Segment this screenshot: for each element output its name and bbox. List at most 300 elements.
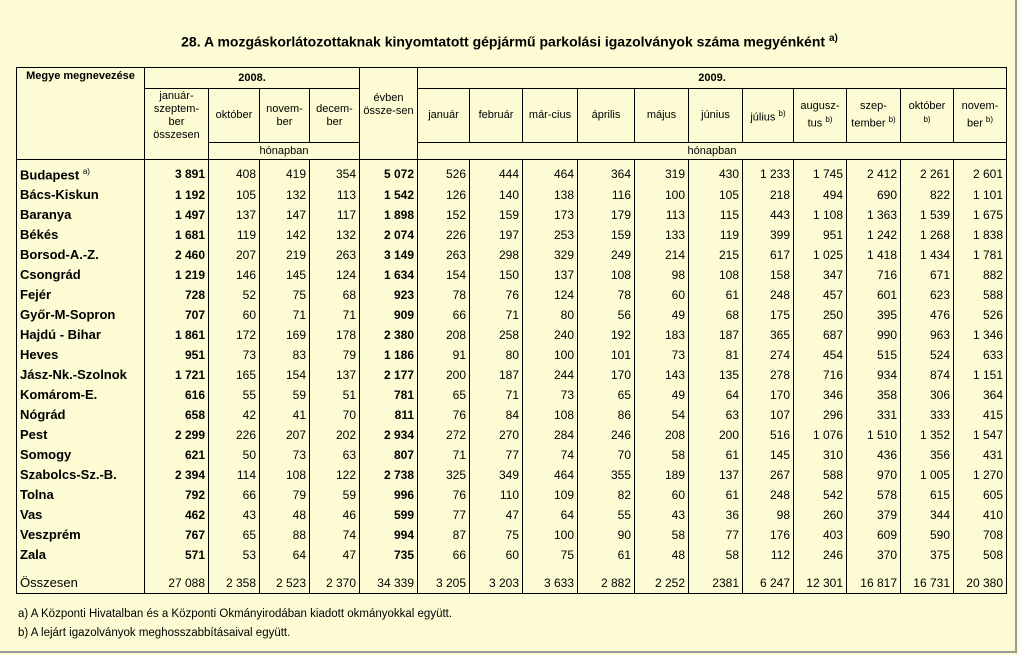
cell-value: 91 xyxy=(418,345,470,365)
cell-value: 296 xyxy=(794,405,847,425)
cell-value: 408 xyxy=(209,160,260,186)
cell-value: 2 252 xyxy=(635,569,689,594)
cell-value: 226 xyxy=(418,225,470,245)
county-name: Pest xyxy=(17,425,145,445)
cell-value: 250 xyxy=(794,305,847,325)
cell-value: 347 xyxy=(794,265,847,285)
cell-value: 55 xyxy=(209,385,260,405)
cell-value: 708 xyxy=(954,525,1007,545)
cell-value: 1 233 xyxy=(743,160,794,186)
cell-value: 43 xyxy=(635,505,689,525)
cell-value: 122 xyxy=(310,465,360,485)
cell-value: 108 xyxy=(523,405,578,425)
header-honapban-2009: hónapban xyxy=(418,143,1007,160)
county-name: Összesen xyxy=(17,569,145,594)
cell-value: 58 xyxy=(635,525,689,545)
cell-value: 86 xyxy=(578,405,635,425)
cell-value: 454 xyxy=(794,345,847,365)
cell-value: 84 xyxy=(470,405,523,425)
cell-value: 707 xyxy=(145,305,209,325)
cell-value: 274 xyxy=(743,345,794,365)
cell-value: 2 882 xyxy=(578,569,635,594)
cell-value: 47 xyxy=(310,545,360,565)
cell-value: 240 xyxy=(523,325,578,345)
cell-value: 175 xyxy=(743,305,794,325)
cell-value: 310 xyxy=(794,445,847,465)
cell-value: 1 025 xyxy=(794,245,847,265)
cell-value: 807 xyxy=(360,445,418,465)
cell-value: 178 xyxy=(310,325,360,345)
cell-value: 124 xyxy=(310,265,360,285)
cell-value: 169 xyxy=(260,325,310,345)
cell-value: 1 745 xyxy=(794,160,847,186)
cell-value: 135 xyxy=(689,365,743,385)
cell-value: 410 xyxy=(954,505,1007,525)
cell-value: 615 xyxy=(901,485,954,505)
cell-value: 54 xyxy=(635,405,689,425)
cell-value: 1 898 xyxy=(360,205,418,225)
cell-value: 436 xyxy=(847,445,901,465)
cell-value: 75 xyxy=(260,285,310,305)
cell-value: 1 352 xyxy=(901,425,954,445)
county-name: Baranya xyxy=(17,205,145,225)
cell-value: 77 xyxy=(689,525,743,545)
cell-value: 1 363 xyxy=(847,205,901,225)
cell-value: 687 xyxy=(794,325,847,345)
cell-value: 263 xyxy=(310,245,360,265)
cell-value: 215 xyxy=(689,245,743,265)
cell-value: 73 xyxy=(260,445,310,465)
cell-value: 621 xyxy=(145,445,209,465)
cell-value: 258 xyxy=(470,325,523,345)
cell-value: 2381 xyxy=(689,569,743,594)
header-honapban-2008: hónapban xyxy=(209,143,360,160)
cell-value: 98 xyxy=(743,505,794,525)
county-name: Hajdú - Bihar xyxy=(17,325,145,345)
cell-value: 2 370 xyxy=(310,569,360,594)
cell-value: 105 xyxy=(689,185,743,205)
cell-value: 124 xyxy=(523,285,578,305)
cell-value: 605 xyxy=(954,485,1007,505)
header-year-2008: 2008. xyxy=(145,68,360,89)
cell-value: 735 xyxy=(360,545,418,565)
table-row xyxy=(17,205,1007,225)
cell-value: 909 xyxy=(360,305,418,325)
cell-value: 187 xyxy=(470,365,523,385)
cell-value: 126 xyxy=(418,185,470,205)
table-row xyxy=(17,445,1007,465)
cell-value: 951 xyxy=(145,345,209,365)
cell-value: 616 xyxy=(145,385,209,405)
county-name: Komárom-E. xyxy=(17,385,145,405)
cell-value: 112 xyxy=(743,545,794,565)
cell-value: 51 xyxy=(310,385,360,405)
table-row xyxy=(17,385,1007,405)
cell-value: 119 xyxy=(209,225,260,245)
cell-value: 399 xyxy=(743,225,794,245)
cell-value: 176 xyxy=(743,525,794,545)
cell-value: 1 418 xyxy=(847,245,901,265)
cell-value: 494 xyxy=(794,185,847,205)
cell-value: 364 xyxy=(954,385,1007,405)
cell-value: 49 xyxy=(635,385,689,405)
cell-value: 571 xyxy=(145,545,209,565)
cell-value: 82 xyxy=(578,485,635,505)
cell-value: 12 301 xyxy=(794,569,847,594)
cell-value: 53 xyxy=(209,545,260,565)
cell-value: 137 xyxy=(310,365,360,385)
county-name: Bács-Kiskun xyxy=(17,185,145,205)
cell-value: 59 xyxy=(260,385,310,405)
cell-value: 159 xyxy=(578,225,635,245)
cell-value: 27 088 xyxy=(145,569,209,594)
cell-value: 671 xyxy=(901,265,954,285)
cell-value: 623 xyxy=(901,285,954,305)
cell-value: 588 xyxy=(954,285,1007,305)
cell-value: 951 xyxy=(794,225,847,245)
cell-value: 115 xyxy=(689,205,743,225)
cell-value: 248 xyxy=(743,485,794,505)
cell-value: 963 xyxy=(901,325,954,345)
cell-value: 1 539 xyxy=(901,205,954,225)
cell-value: 364 xyxy=(578,160,635,186)
header-osszesen-cell xyxy=(145,143,209,160)
county-name: Fejér xyxy=(17,285,145,305)
header-month-2009: október $^{b)}$ xyxy=(901,89,954,143)
cell-value: 172 xyxy=(209,325,260,345)
cell-value: 105 xyxy=(209,185,260,205)
cell-value: 1 346 xyxy=(954,325,1007,345)
cell-value: 970 xyxy=(847,465,901,485)
cell-value: 882 xyxy=(954,265,1007,285)
table-row xyxy=(17,345,1007,365)
cell-value: 46 xyxy=(310,505,360,525)
cell-value: 183 xyxy=(635,325,689,345)
header-county: Megye megnevezése xyxy=(17,68,145,160)
cell-value: 108 xyxy=(578,265,635,285)
cell-value: 2 177 xyxy=(360,365,418,385)
cell-value: 70 xyxy=(310,405,360,425)
cell-value: 154 xyxy=(260,365,310,385)
cell-value: 55 xyxy=(578,505,635,525)
cell-value: 142 xyxy=(260,225,310,245)
cell-value: 137 xyxy=(523,265,578,285)
cell-value: 59 xyxy=(310,485,360,505)
cell-value: 117 xyxy=(310,205,360,225)
cell-value: 100 xyxy=(523,345,578,365)
cell-value: 2 460 xyxy=(145,245,209,265)
cell-value: 462 xyxy=(145,505,209,525)
cell-value: 263 xyxy=(418,245,470,265)
cell-value: 133 xyxy=(635,225,689,245)
cell-value: 159 xyxy=(470,205,523,225)
county-name: Békés xyxy=(17,225,145,245)
cell-value: 187 xyxy=(689,325,743,345)
cell-value: 2 601 xyxy=(954,160,1007,186)
cell-value: 2 412 xyxy=(847,160,901,186)
cell-value: 1 268 xyxy=(901,225,954,245)
cell-value: 179 xyxy=(578,205,635,225)
cell-value: 1 186 xyxy=(360,345,418,365)
cell-value: 170 xyxy=(743,385,794,405)
cell-value: 633 xyxy=(954,345,1007,365)
cell-value: 253 xyxy=(523,225,578,245)
header-month-2009: június xyxy=(689,89,743,143)
cell-value: 98 xyxy=(635,265,689,285)
cell-value: 36 xyxy=(689,505,743,525)
cell-value: 76 xyxy=(418,485,470,505)
cell-value: 64 xyxy=(689,385,743,405)
cell-value: 66 xyxy=(209,485,260,505)
header-evben-bottom xyxy=(360,143,418,160)
cell-value: 476 xyxy=(901,305,954,325)
cell-value: 74 xyxy=(523,445,578,465)
cell-value: 47 xyxy=(470,505,523,525)
cell-value: 170 xyxy=(578,365,635,385)
table-row xyxy=(17,505,1007,525)
cell-value: 325 xyxy=(418,465,470,485)
cell-value: 246 xyxy=(794,545,847,565)
cell-value: 464 xyxy=(523,465,578,485)
cell-value: 218 xyxy=(743,185,794,205)
cell-value: 379 xyxy=(847,505,901,525)
cell-value: 48 xyxy=(260,505,310,525)
cell-value: 270 xyxy=(470,425,523,445)
cell-value: 2 299 xyxy=(145,425,209,445)
cell-value: 2 394 xyxy=(145,465,209,485)
cell-value: 249 xyxy=(578,245,635,265)
cell-value: 349 xyxy=(470,465,523,485)
cell-value: 874 xyxy=(901,365,954,385)
cell-value: 200 xyxy=(689,425,743,445)
cell-value: 214 xyxy=(635,245,689,265)
cell-value: 1 634 xyxy=(360,265,418,285)
cell-value: 358 xyxy=(847,385,901,405)
table-row xyxy=(17,185,1007,205)
cell-value: 1 192 xyxy=(145,185,209,205)
cell-value: 64 xyxy=(523,505,578,525)
county-name: Borsod-A.-Z. xyxy=(17,245,145,265)
cell-value: 2 074 xyxy=(360,225,418,245)
cell-value: 1 108 xyxy=(794,205,847,225)
cell-value: 100 xyxy=(635,185,689,205)
cell-value: 109 xyxy=(523,485,578,505)
table-row xyxy=(17,245,1007,265)
cell-value: 60 xyxy=(635,285,689,305)
cell-value: 146 xyxy=(209,265,260,285)
cell-value: 79 xyxy=(260,485,310,505)
header-month-2009: április xyxy=(578,89,635,143)
cell-value: 2 358 xyxy=(209,569,260,594)
table-row xyxy=(17,405,1007,425)
cell-value: 588 xyxy=(794,465,847,485)
table-row xyxy=(17,265,1007,285)
county-name: Zala xyxy=(17,545,145,565)
cell-value: 415 xyxy=(954,405,1007,425)
cell-value: 110 xyxy=(470,485,523,505)
cell-value: 781 xyxy=(360,385,418,405)
cell-value: 145 xyxy=(260,265,310,285)
cell-value: 116 xyxy=(578,185,635,205)
cell-value: 515 xyxy=(847,345,901,365)
header-month-2009: novem-ber $^{b)}$ xyxy=(954,89,1007,143)
cell-value: 150 xyxy=(470,265,523,285)
cell-value: 66 xyxy=(418,305,470,325)
cell-value: 329 xyxy=(523,245,578,265)
cell-value: 208 xyxy=(418,325,470,345)
cell-value: 63 xyxy=(310,445,360,465)
cell-value: 154 xyxy=(418,265,470,285)
cell-value: 101 xyxy=(578,345,635,365)
cell-value: 165 xyxy=(209,365,260,385)
cell-value: 60 xyxy=(209,305,260,325)
cell-value: 457 xyxy=(794,285,847,305)
footnote-a: a) A Központi Hivatalban és a Központi Okmányirodában kiadott okmányokkal együtt. xyxy=(18,608,453,620)
cell-value: 1 497 xyxy=(145,205,209,225)
cell-value: 200 xyxy=(418,365,470,385)
cell-value: 1 434 xyxy=(901,245,954,265)
cell-value: 88 xyxy=(260,525,310,545)
cell-value: 1 242 xyxy=(847,225,901,245)
cell-value: 60 xyxy=(470,545,523,565)
cell-value: 355 xyxy=(578,465,635,485)
cell-value: 617 xyxy=(743,245,794,265)
cell-value: 119 xyxy=(689,225,743,245)
cell-value: 590 xyxy=(901,525,954,545)
cell-value: 100 xyxy=(523,525,578,545)
cell-value: 78 xyxy=(418,285,470,305)
cell-value: 716 xyxy=(847,265,901,285)
cell-value: 50 xyxy=(209,445,260,465)
cell-value: 599 xyxy=(360,505,418,525)
cell-value: 319 xyxy=(635,160,689,186)
cell-value: 202 xyxy=(310,425,360,445)
cell-value: 61 xyxy=(578,545,635,565)
cell-value: 219 xyxy=(260,245,310,265)
cell-value: 68 xyxy=(310,285,360,305)
cell-value: 365 xyxy=(743,325,794,345)
cell-value: 1 219 xyxy=(145,265,209,285)
cell-value: 79 xyxy=(310,345,360,365)
cell-value: 77 xyxy=(418,505,470,525)
cell-value: 152 xyxy=(418,205,470,225)
table-row xyxy=(17,425,1007,445)
header-nov-2008: novem-ber xyxy=(260,89,310,143)
cell-value: 61 xyxy=(689,285,743,305)
header-month-2009: május xyxy=(635,89,689,143)
cell-value: 267 xyxy=(743,465,794,485)
cell-value: 60 xyxy=(635,485,689,505)
cell-value: 1 547 xyxy=(954,425,1007,445)
cell-value: 248 xyxy=(743,285,794,305)
cell-value: 994 xyxy=(360,525,418,545)
cell-value: 2 523 xyxy=(260,569,310,594)
cell-value: 464 xyxy=(523,160,578,186)
cell-value: 272 xyxy=(418,425,470,445)
table-row xyxy=(17,160,1007,186)
cell-value: 65 xyxy=(578,385,635,405)
cell-value: 16 731 xyxy=(901,569,954,594)
county-name: Jász-Nk.-Szolnok xyxy=(17,365,145,385)
cell-value: 5 072 xyxy=(360,160,418,186)
county-name: Csongrád xyxy=(17,265,145,285)
cell-value: 66 xyxy=(418,545,470,565)
cell-value: 333 xyxy=(901,405,954,425)
table-row xyxy=(17,465,1007,485)
cell-value: 996 xyxy=(360,485,418,505)
cell-value: 207 xyxy=(209,245,260,265)
cell-value: 113 xyxy=(310,185,360,205)
cell-value: 403 xyxy=(794,525,847,545)
county-name: Somogy xyxy=(17,445,145,465)
cell-value: 76 xyxy=(470,285,523,305)
cell-value: 2 261 xyxy=(901,160,954,186)
cell-value: 87 xyxy=(418,525,470,545)
cell-value: 114 xyxy=(209,465,260,485)
cell-value: 690 xyxy=(847,185,901,205)
cell-value: 56 xyxy=(578,305,635,325)
cell-value: 516 xyxy=(743,425,794,445)
cell-value: 990 xyxy=(847,325,901,345)
cell-value: 83 xyxy=(260,345,310,365)
cell-value: 78 xyxy=(578,285,635,305)
cell-value: 1 270 xyxy=(954,465,1007,485)
cell-value: 298 xyxy=(470,245,523,265)
cell-value: 48 xyxy=(635,545,689,565)
county-name: Tolna xyxy=(17,485,145,505)
header-dec-2008: decem-ber xyxy=(310,89,360,143)
cell-value: 2 934 xyxy=(360,425,418,445)
cell-value: 197 xyxy=(470,225,523,245)
cell-value: 430 xyxy=(689,160,743,186)
cell-value: 75 xyxy=(523,545,578,565)
cell-value: 20 380 xyxy=(954,569,1007,594)
cell-value: 34 339 xyxy=(360,569,418,594)
cell-value: 822 xyxy=(901,185,954,205)
cell-value: 1 861 xyxy=(145,325,209,345)
cell-value: 1 101 xyxy=(954,185,1007,205)
cell-value: 68 xyxy=(689,305,743,325)
cell-value: 140 xyxy=(470,185,523,205)
cell-value: 71 xyxy=(470,385,523,405)
cell-value: 192 xyxy=(578,325,635,345)
cell-value: 246 xyxy=(578,425,635,445)
cell-value: 508 xyxy=(954,545,1007,565)
cell-value: 1 675 xyxy=(954,205,1007,225)
cell-value: 71 xyxy=(470,305,523,325)
cell-value: 113 xyxy=(635,205,689,225)
cell-value: 58 xyxy=(689,545,743,565)
cell-value: 61 xyxy=(689,445,743,465)
cell-value: 173 xyxy=(523,205,578,225)
cell-value: 137 xyxy=(209,205,260,225)
cell-value: 76 xyxy=(418,405,470,425)
cell-value: 71 xyxy=(260,305,310,325)
cell-value: 1 005 xyxy=(901,465,954,485)
cell-value: 443 xyxy=(743,205,794,225)
total-row xyxy=(17,569,1007,594)
county-name: Nógrád xyxy=(17,405,145,425)
cell-value: 107 xyxy=(743,405,794,425)
cell-value: 609 xyxy=(847,525,901,545)
cell-value: 1 542 xyxy=(360,185,418,205)
cell-value: 137 xyxy=(689,465,743,485)
cell-value: 370 xyxy=(847,545,901,565)
cell-value: 2 380 xyxy=(360,325,418,345)
table-row xyxy=(17,305,1007,325)
cell-value: 278 xyxy=(743,365,794,385)
cell-value: 578 xyxy=(847,485,901,505)
